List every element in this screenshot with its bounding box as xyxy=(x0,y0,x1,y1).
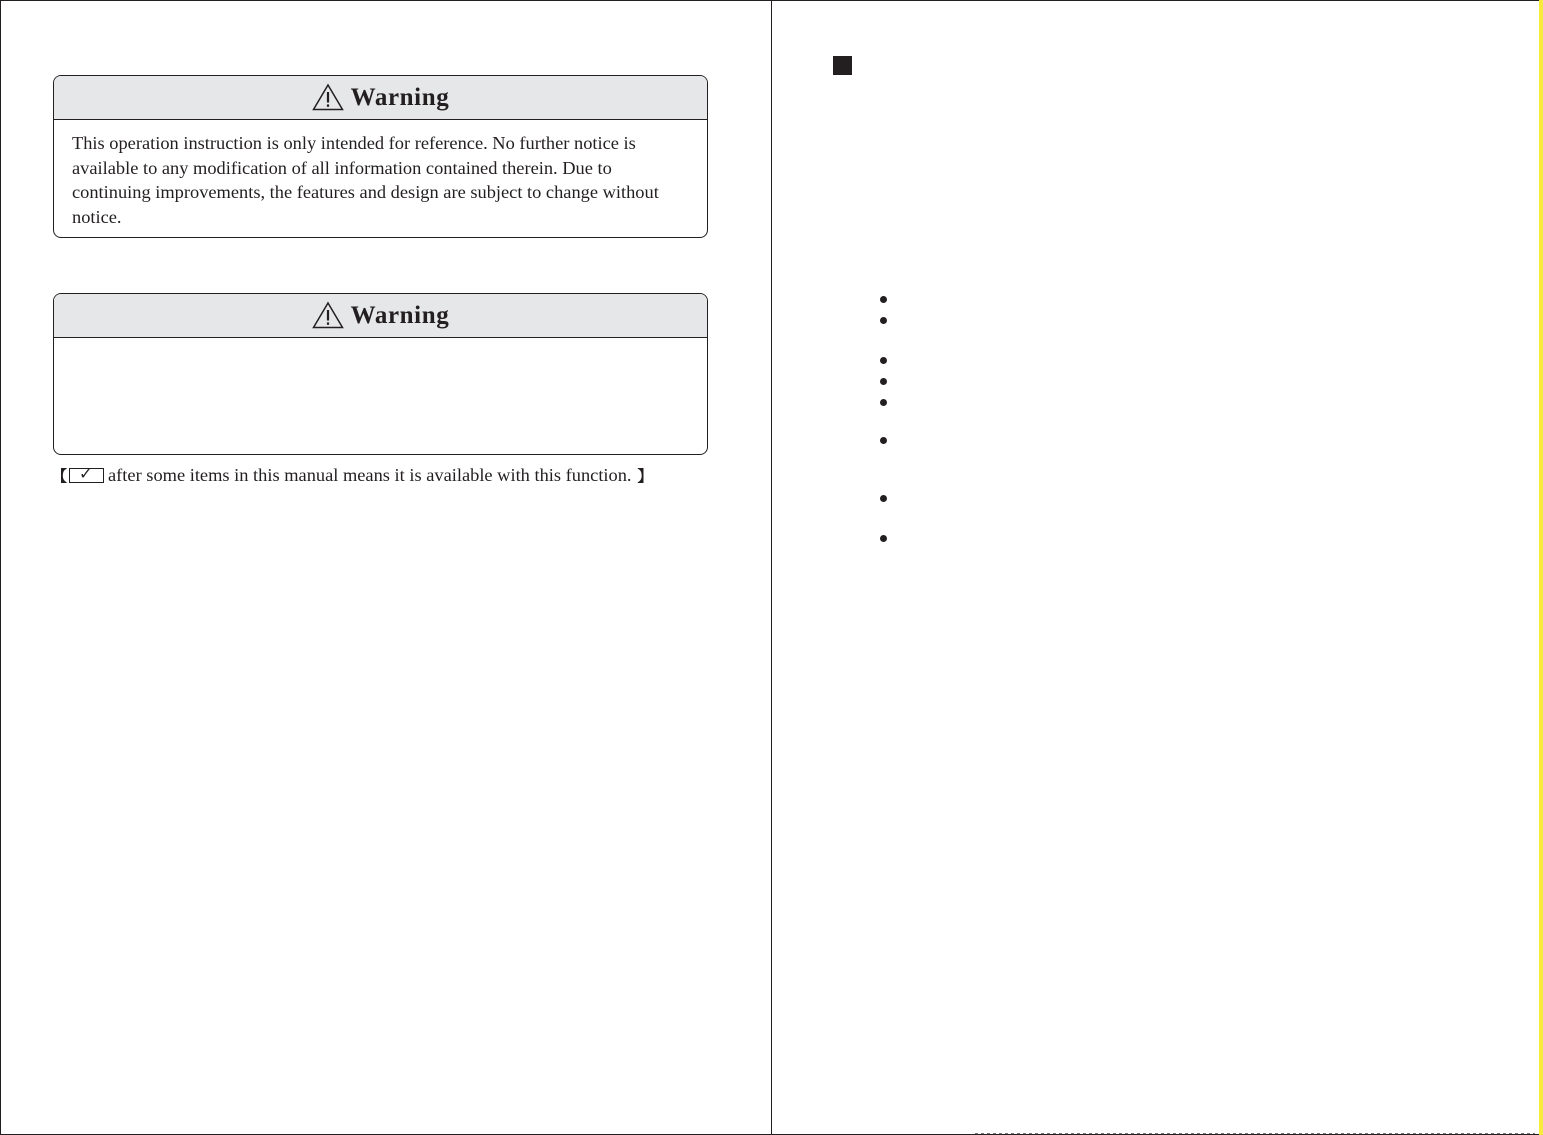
warning-box-disclaimer xyxy=(53,75,708,238)
page-divider xyxy=(771,0,772,1135)
page-edge-accent xyxy=(1539,0,1543,1135)
warning-triangle-icon xyxy=(312,301,344,329)
note-text: after some items in this manual means it is available with this function. xyxy=(108,465,632,485)
open-bracket: 【 xyxy=(52,467,68,485)
warning-title: Warning xyxy=(350,301,450,329)
bullet-dot-icon xyxy=(880,495,887,502)
bullet-dot-icon xyxy=(880,535,887,542)
bottom-dash-line xyxy=(975,1133,1535,1134)
warning-title: Warning xyxy=(350,83,450,111)
warning-header xyxy=(54,294,707,338)
bullet-dot-icon xyxy=(880,317,887,324)
bullet-dot-icon xyxy=(880,437,887,444)
checkbox-icon xyxy=(69,464,104,483)
bullet-dot-icon xyxy=(880,296,887,303)
square-marker-icon xyxy=(833,56,852,75)
bullet-dot-icon xyxy=(880,399,887,406)
warning-text xyxy=(54,338,707,349)
close-bracket: 】 xyxy=(637,467,653,485)
warning-header xyxy=(54,76,707,120)
function-availability-note xyxy=(52,465,653,486)
warning-box-secondary xyxy=(53,293,708,455)
warning-triangle-icon xyxy=(312,83,344,111)
warning-text: This operation instruction is only intended for reference. No further notice is available to any modification of all information contained therein. Due to continuing improvements, the features and design are subject to change without notice. xyxy=(72,133,659,227)
bullet-dot-icon xyxy=(880,357,887,364)
bullet-dot-icon xyxy=(880,378,887,385)
check-mark-icon: ✓ xyxy=(79,464,93,483)
